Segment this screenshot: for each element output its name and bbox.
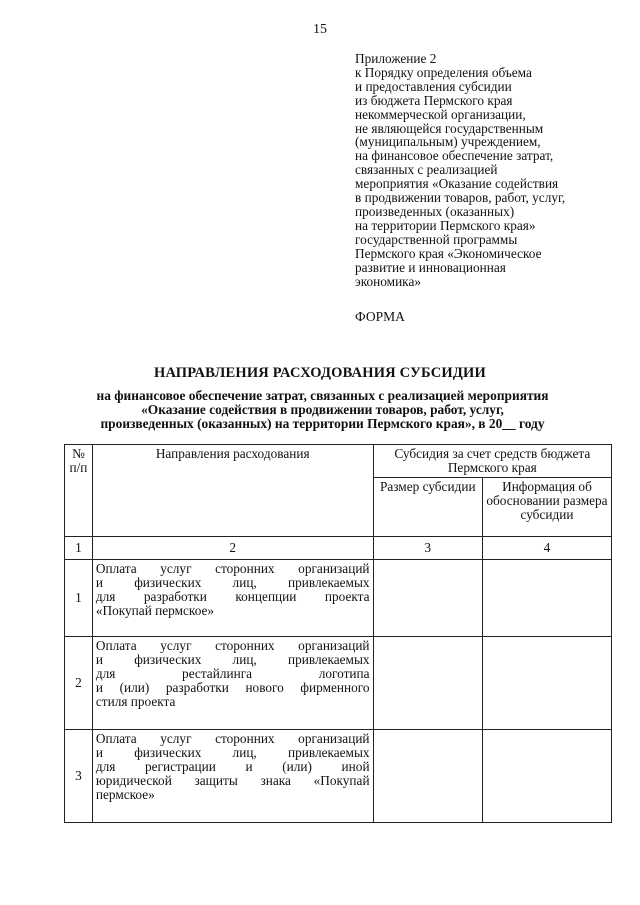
- appendix-line: к Порядку определения объема: [355, 64, 532, 80]
- description-line: и физических лиц, привлекаемых: [95, 745, 370, 760]
- subtitle-line: произведенных (оказанных) на территории Пермского края», в 20__ году: [100, 416, 545, 431]
- description-line: и физических лиц, привлекаемых: [95, 575, 370, 590]
- description-line: и физических лиц, привлекаемых: [95, 652, 370, 667]
- appendix-line: связанных с реализацией: [355, 162, 498, 178]
- amount-cell[interactable]: [373, 637, 482, 730]
- row-description: [92, 560, 373, 637]
- appendix-line: развитие и инновационная: [355, 259, 506, 275]
- column-number: 2: [92, 537, 373, 560]
- description-line: для разработки концепции проекта: [95, 589, 370, 604]
- appendix-line: государственной программы: [355, 231, 518, 247]
- table-row: [65, 730, 612, 823]
- description-line: «Покупай пермское»: [95, 603, 215, 618]
- document-title: НАПРАВЛЕНИЯ РАСХОДОВАНИЯ СУБСИДИИ: [154, 365, 486, 381]
- subtitle-line: «Оказание содействия в продвижении товаров, работ, услуг,: [141, 402, 504, 417]
- description-line: Оплата услуг сторонних организаций: [95, 731, 370, 746]
- description-line: пермское»: [95, 787, 155, 802]
- appendix-line: в продвижении товаров, работ, услуг,: [355, 190, 566, 206]
- form-label: ФОРМА: [355, 309, 405, 324]
- appendix-line: мероприятия «Оказание содействия: [355, 176, 559, 192]
- amount-cell[interactable]: [373, 730, 482, 823]
- row-description: [92, 730, 373, 823]
- column-number: 3: [373, 537, 482, 560]
- page-number: 15: [313, 22, 327, 37]
- appendix-line: на территории Пермского края»: [355, 217, 536, 233]
- appendix-line: и предоставления субсидии: [355, 78, 512, 94]
- appendix-line: (муниципальным) учреждением,: [355, 134, 541, 150]
- appendix-header: [355, 52, 625, 288]
- header-direction: Направления расходования: [92, 445, 373, 537]
- table-row: [65, 560, 612, 637]
- expenditure-table: [64, 444, 612, 823]
- appendix-line: произведенных (оказанных): [355, 203, 515, 219]
- row-number: 3: [65, 730, 93, 823]
- appendix-line: из бюджета Пермского края: [355, 92, 513, 108]
- description-line: юридической защиты знака «Покупай: [95, 773, 370, 788]
- subtitle-line: на финансовое обеспечение затрат, связанных с реализацией мероприятия: [96, 388, 549, 403]
- appendix-line: на финансовое обеспечение затрат,: [355, 148, 554, 164]
- description-line: Оплата услуг сторонних организаций: [95, 561, 370, 576]
- row-description: [92, 637, 373, 730]
- description-line: стиля проекта: [95, 694, 176, 709]
- document-subtitle: [40, 389, 605, 431]
- appendix-line: не являющейся государственным: [355, 120, 544, 136]
- column-number: 1: [65, 537, 93, 560]
- column-number: 4: [482, 537, 611, 560]
- header-amount: Размер субсидии: [373, 478, 482, 537]
- description-line: Оплата услуг сторонних организаций: [95, 638, 370, 653]
- description-line: для рестайлинга логотипа: [95, 666, 370, 681]
- appendix-line: Приложение 2: [355, 51, 437, 66]
- amount-cell[interactable]: [373, 560, 482, 637]
- justification-cell[interactable]: [482, 560, 611, 637]
- header-subsidy-group: Субсидия за счет средств бюджета Пермского края: [373, 445, 611, 478]
- description-line: и (или) разработки нового фирменного: [95, 680, 370, 695]
- header-num: № п/п: [65, 445, 93, 537]
- appendix-line: Пермского края «Экономическое: [355, 245, 542, 261]
- row-number: 2: [65, 637, 93, 730]
- row-number: 1: [65, 560, 93, 637]
- justification-cell[interactable]: [482, 730, 611, 823]
- justification-cell[interactable]: [482, 637, 611, 730]
- appendix-line: некоммерческой организации,: [355, 106, 526, 122]
- table-row: [65, 637, 612, 730]
- header-justification: Информация об обосновании размера субсидии: [482, 478, 611, 537]
- appendix-line: экономика»: [355, 273, 421, 289]
- description-line: для регистрации и (или) иной: [95, 759, 370, 774]
- column-number-row: [65, 537, 612, 560]
